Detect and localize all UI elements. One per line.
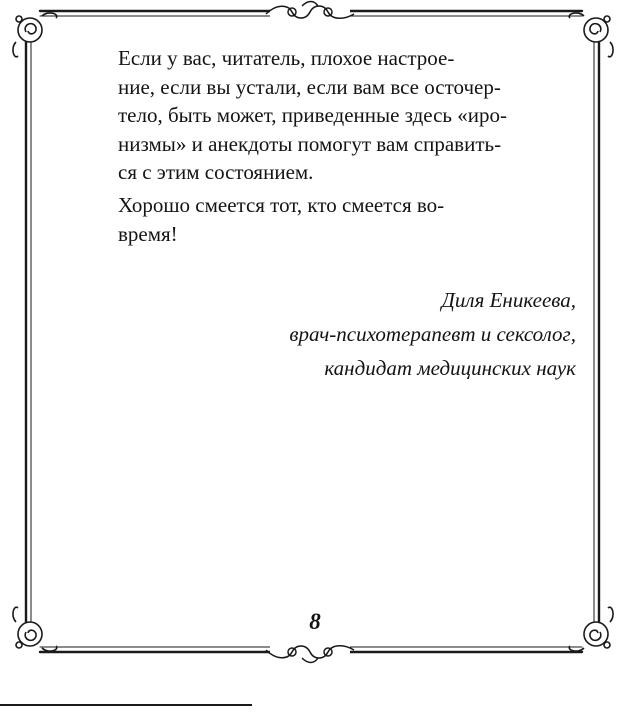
top-center-flourish-icon bbox=[266, 2, 354, 26]
body-text bbox=[82, 44, 576, 248]
bottom-center-flourish-icon bbox=[266, 638, 354, 663]
author-signature bbox=[96, 283, 576, 385]
bottom-divider bbox=[0, 704, 252, 706]
text-line: Хорошо смеется тот, кто смеется во- bbox=[118, 192, 445, 217]
author-title: врач-психотерапевт и сексолог, bbox=[289, 322, 576, 346]
text-line: низмы» и анекдоты помогут вам справить- bbox=[118, 131, 502, 156]
page-number: 8 bbox=[309, 609, 321, 634]
paragraph-intro bbox=[82, 44, 576, 187]
text-line: Если у вас, читатель, плохое настрое- bbox=[118, 46, 455, 70]
text-line: ние, если вы устали, если вам все осточер- bbox=[118, 74, 501, 99]
text-line: тело, быть может, приведенные здесь «иро- bbox=[118, 103, 507, 128]
text-line: время! bbox=[118, 221, 178, 246]
author-degree: кандидат медицинских наук bbox=[324, 356, 576, 380]
paragraph-closing bbox=[82, 191, 576, 248]
author-name: Диля Еникеева, bbox=[441, 288, 576, 312]
text-line: ся с этим состоянием. bbox=[118, 160, 314, 185]
